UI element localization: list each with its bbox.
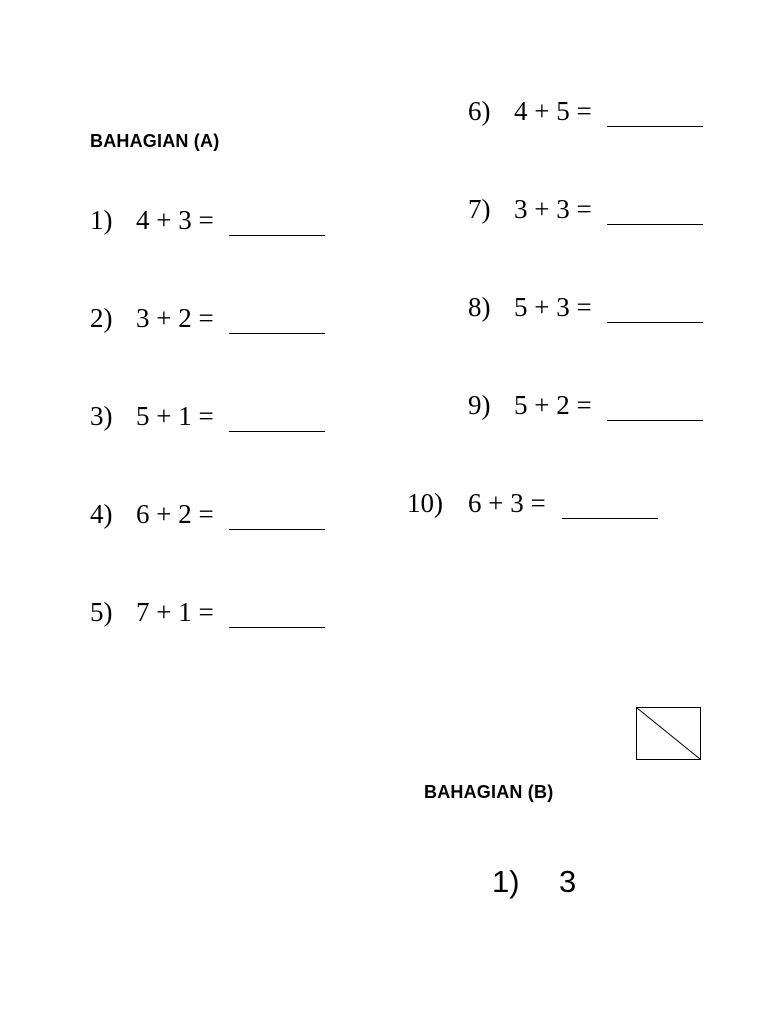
question-expression: 5 + 1 = [136,401,214,431]
answer-blank [229,305,325,334]
answer-blank [229,501,325,530]
question-expression: 4 + 3 = [136,205,214,235]
section-a-title: BAHAGIAN (A) [90,131,220,151]
answer-blank [229,403,325,432]
question-expression: 6 + 3 = [468,488,546,518]
question-expression: 5 + 3 = [514,292,592,322]
question-number: 8) [468,292,491,322]
answer-blank [607,392,703,421]
question-number: 10) [407,488,443,518]
answer-blank [607,196,703,225]
question-expression: 7 + 1 = [136,597,214,627]
question-number: 2) [90,303,113,333]
answer-blank [562,490,658,519]
question-value: 3 [559,864,577,899]
answer-blank [229,599,325,628]
question-number: 1) [492,864,520,899]
section-b-title: BAHAGIAN (B) [424,782,554,802]
question-number: 6) [468,96,491,126]
answer-blank [607,98,703,127]
question-number: 1) [90,205,113,235]
question-number: 9) [468,390,491,420]
question-number: 3) [90,401,113,431]
question-number: 5) [90,597,113,627]
crossed-box-icon [636,707,701,760]
answer-blank [607,294,703,323]
question-expression: 3 + 2 = [136,303,214,333]
question-expression: 6 + 2 = [136,499,214,529]
question-expression: 4 + 5 = [514,96,592,126]
section-b-question-1 [492,864,577,899]
question-number: 4) [90,499,113,529]
question-expression: 5 + 2 = [514,390,592,420]
question-number: 7) [468,194,491,224]
answer-blank [229,207,325,236]
question-expression: 3 + 3 = [514,194,592,224]
